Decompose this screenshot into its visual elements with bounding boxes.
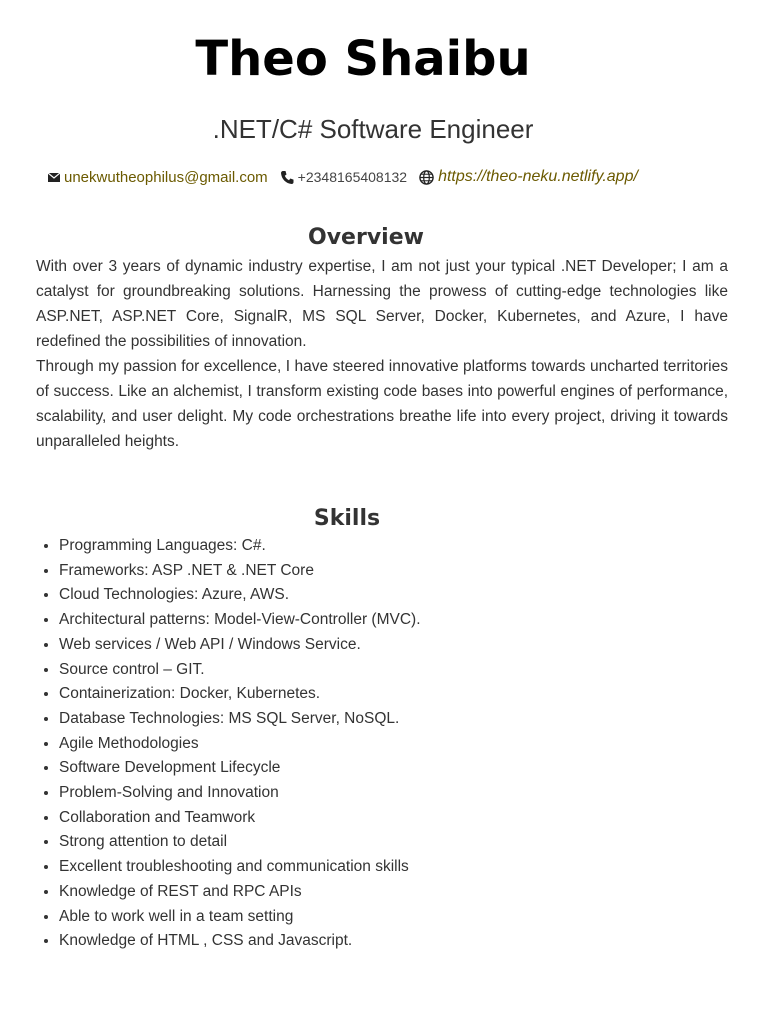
skill-item: • Collaboration and Teamwork (59, 806, 751, 831)
skill-item: • Programming Languages: C#. (59, 534, 751, 559)
email-link[interactable] (48, 169, 268, 186)
contact-bar (48, 168, 728, 186)
skill-item: • Database Technologies: MS SQL Server, NoSQL. (59, 707, 751, 732)
email-text: unekwutheophilus@gmail.com (64, 168, 268, 186)
skill-item: • Knowledge of HTML , CSS and Javascript. (59, 929, 751, 954)
job-title: .NET/C# Software Engineer (212, 114, 534, 144)
skills-list (36, 534, 751, 954)
skill-item: • Containerization: Docker, Kubernetes. (59, 682, 751, 707)
skill-item: • Software Development Lifecycle (59, 756, 751, 781)
skill-item: • Frameworks: ASP .NET & .NET Core (59, 559, 751, 584)
candidate-name: Theo Shaibu (195, 31, 531, 87)
skill-item: • Cloud Technologies: Azure, AWS. (59, 583, 751, 608)
phone-icon (280, 170, 294, 185)
overview-section (36, 254, 728, 454)
skill-item: • Strong attention to detail (59, 830, 751, 855)
phone-text: +2348165408132 (297, 169, 408, 185)
website-link[interactable] (419, 168, 638, 186)
skill-item: • Excellent troubleshooting and communication skills (59, 855, 751, 880)
overview-heading: Overview (308, 225, 424, 250)
envelope-icon (48, 173, 60, 182)
skill-item: • Source control – GIT. (59, 658, 751, 683)
overview-paragraph: Through my passion for excellence, I have steered innovative platforms towards uncharted territories of success. Like an alchemist, I transform existing code bases into powerful engines of performance, scalability, and user delight. My code orchestrations breathe life into every project, driving it towards unparalleled heights. (36, 358, 728, 450)
overview-paragraph: With over 3 years of dynamic industry expertise, I am not just your typical .NET Developer; I am a catalyst for groundbreaking solutions. Harnessing the prowess of cutting-edge technologies like ASP.NET, ASP.NET Core, SignalR, MS SQL Server, Docker, Kubernetes, and Azure, I have redefined the possibilities of innovation. (36, 258, 728, 350)
skill-item: • Problem-Solving and Innovation (59, 781, 751, 806)
skill-item: • Agile Methodologies (59, 732, 751, 757)
skill-item: • Able to work well in a team setting (59, 905, 751, 930)
phone-link[interactable] (280, 169, 407, 185)
skill-item: • Knowledge of REST and RPC APIs (59, 880, 751, 905)
skills-heading: Skills (313, 506, 381, 531)
website-text: https://theo-neku.netlify.app/ (438, 168, 638, 185)
skill-item: • Web services / Web API / Windows Service. (59, 633, 751, 658)
globe-icon (419, 170, 434, 185)
skill-item: • Architectural patterns: Model-View-Controller (MVC). (59, 608, 751, 633)
